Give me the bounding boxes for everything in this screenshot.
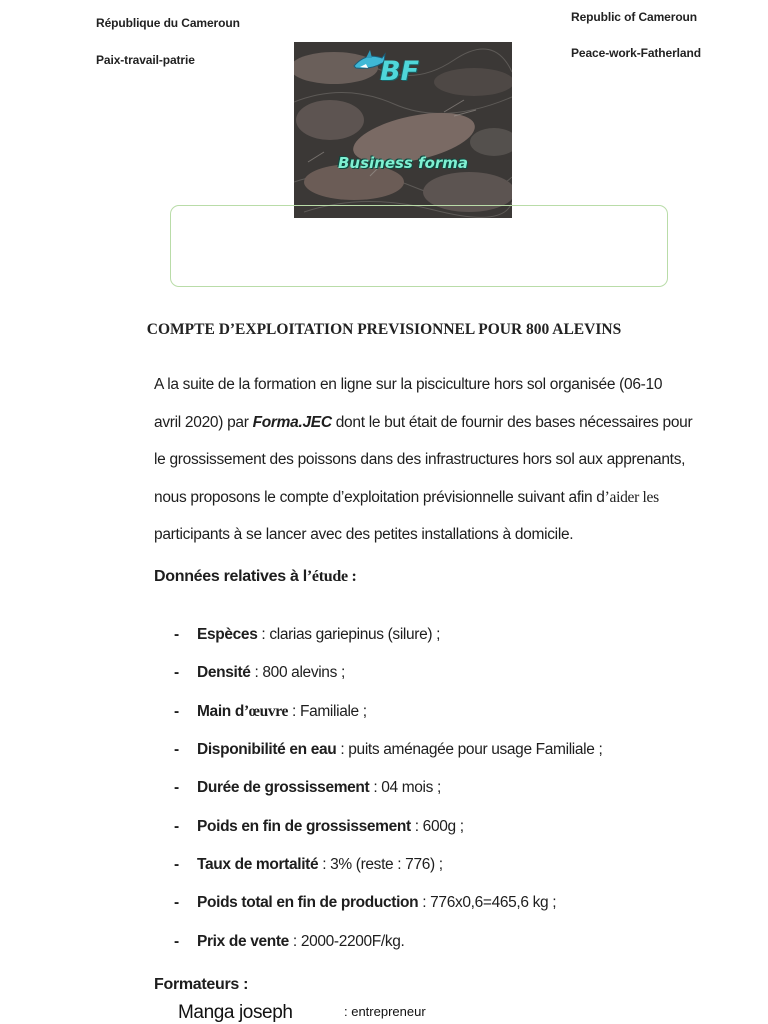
intro-line: participants à se lancer avec des petites installations à domicile. [154, 526, 574, 543]
intro-paragraph [154, 366, 694, 554]
logo-name: Business forma [337, 154, 469, 172]
list-item [174, 731, 602, 769]
item-key: Taux de mortalité [197, 855, 319, 873]
list-item [174, 654, 602, 692]
trainer-name: Manga joseph [178, 1002, 293, 1023]
study-heading: Données relatives à l’étude : [154, 568, 357, 585]
item-value: : Familiale ; [288, 702, 367, 720]
item-key-suffix: ’œuvre [243, 702, 289, 720]
intro-line: A la suite de la formation en ligne sur la pisciculture hors sol organisée (06-10 [154, 376, 663, 393]
list-item [174, 884, 602, 922]
item-value: : 04 mois ; [369, 779, 441, 797]
item-key: Disponibilité en eau [197, 741, 337, 759]
item-value: : 800 alevins ; [250, 664, 345, 682]
empty-frame [170, 205, 668, 287]
list-item [174, 769, 602, 807]
header-motto-fr: Paix-travail-patrie [96, 53, 195, 67]
item-key: Prix de vente [197, 932, 289, 950]
bullet-dash: - [174, 741, 179, 759]
list-item [174, 807, 602, 845]
item-value: : 600g ; [410, 817, 464, 835]
list-item [174, 922, 602, 960]
item-key: Densité [197, 664, 251, 682]
bullet-dash: - [174, 664, 179, 682]
bullet-dash: - [174, 779, 179, 797]
item-key: Poids total en fin de production [197, 894, 419, 912]
bullet-dash: - [174, 932, 179, 950]
intro-line: nous proposons le compte d’exploitation prévisionnelle suivant afin d’aider les [154, 488, 659, 506]
bullet-dash: - [174, 817, 179, 835]
business-forma-logo [294, 42, 512, 218]
item-value: : clarias gariepinus (silure) ; [257, 626, 441, 644]
bullet-dash: - [174, 855, 179, 873]
header-country-en: Republic of Cameroun [571, 10, 698, 24]
item-key: Main d [197, 702, 244, 720]
trainer-role: : entrepreneur [344, 1004, 426, 1019]
logo-initials: BF [380, 56, 420, 87]
list-item [174, 693, 602, 731]
list-item [174, 846, 602, 884]
intro-line: le grossissement des poissons dans des infrastructures hors sol aux apprenants, [154, 451, 686, 468]
item-value: : puits aménagée pour usage Familiale ; [336, 741, 603, 759]
item-key: Poids en fin de grossissement [197, 817, 411, 835]
intro-line: avril 2020) par Forma.JEC dont le but était de fournir des bases nécessaires pour [154, 413, 693, 431]
bullet-dash: - [174, 702, 179, 720]
study-list [174, 616, 602, 961]
bullet-dash: - [174, 626, 179, 644]
header-country-fr: République du Cameroun [96, 16, 240, 30]
document-title: COMPTE D’EXPLOITATION PREVISIONNEL POUR 800 ALEVINS [146, 321, 622, 338]
item-value: : 776x0,6=465,6 kg ; [418, 894, 557, 912]
header-motto-en: Peace-work-Fatherland [571, 46, 701, 60]
item-key: Durée de grossissement [197, 779, 370, 797]
item-value: : 2000-2200F/kg. [288, 932, 405, 950]
trainers-heading: Formateurs : [154, 976, 249, 993]
organizer-name: Forma.JEC [252, 413, 332, 431]
list-item [174, 616, 602, 654]
item-key: Espèces [197, 626, 258, 644]
item-value: : 3% (reste : 776) ; [318, 855, 443, 873]
bullet-dash: - [174, 894, 179, 912]
